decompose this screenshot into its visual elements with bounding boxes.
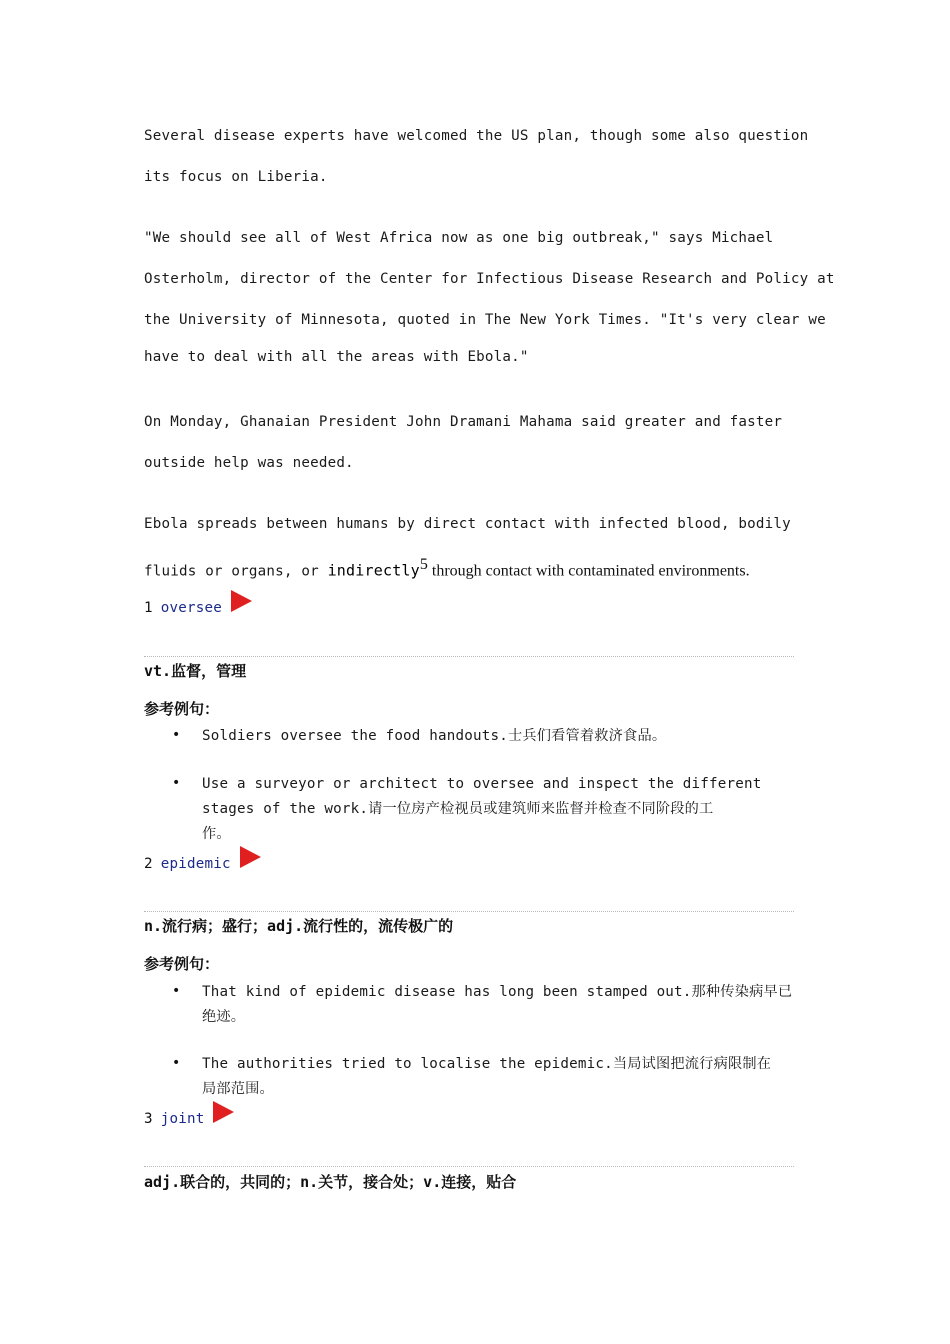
- example-sentence: [202, 724, 797, 749]
- paragraph-line: its focus on Liberia.: [144, 169, 328, 185]
- play-audio-icon[interactable]: [213, 1101, 234, 1123]
- vocab-word: joint: [160, 1111, 205, 1127]
- paragraph-line: Ebola spreads between humans by direct contact with infected blood, bodily: [144, 516, 791, 532]
- examples-label: 参考例句：: [144, 955, 220, 973]
- paragraph-line: [144, 556, 750, 580]
- paragraph-line: "We should see all of West Africa now as one big outbreak," says Michael: [144, 230, 774, 246]
- paragraph-text: fluids or organs, or: [144, 563, 328, 580]
- vocab-definition: vt.监督，管理: [144, 662, 247, 680]
- divider: [144, 1166, 794, 1167]
- vocab-word: oversee: [160, 600, 222, 616]
- play-audio-icon[interactable]: [231, 590, 252, 612]
- paragraph-line: outside help was needed.: [144, 455, 354, 471]
- bullet-icon: •: [172, 775, 181, 791]
- paragraph-line: Several disease experts have welcomed the US plan, though some also question: [144, 128, 809, 144]
- paragraph-line: Osterholm, director of the Center for Infectious Disease Research and Policy at: [144, 271, 835, 287]
- example-sentence: [202, 1052, 797, 1102]
- bullet-icon: •: [172, 727, 181, 743]
- vocab-definition: adj.联合的，共同的；n.关节，接合处；v.连接，贴合: [144, 1173, 517, 1191]
- example-line: That kind of epidemic disease has long been stamped out.那种传染病早已: [202, 984, 793, 1000]
- paragraph-line: On Monday, Ghanaian President John Dramani Mahama said greater and faster: [144, 414, 783, 430]
- paragraph-line: have to deal with all the areas with Ebola.": [144, 349, 529, 365]
- vocab-number: 3: [144, 1111, 153, 1127]
- vocab-number: 2: [144, 856, 153, 872]
- divider: [144, 656, 794, 657]
- paragraph-text: through contact with contaminated environments.: [427, 562, 750, 580]
- example-line: 局部范围。: [202, 1081, 274, 1097]
- example-line: 绝迹。: [202, 1009, 246, 1025]
- footnote-marker: 5: [419, 556, 428, 573]
- vocab-word: epidemic: [160, 856, 231, 872]
- vocab-heading: [144, 594, 252, 616]
- vocab-link-indirectly[interactable]: indirectly: [327, 561, 420, 580]
- vocab-number: 1: [144, 600, 153, 616]
- paragraph-line: the University of Minnesota, quoted in The New York Times. "It's very clear we: [144, 312, 826, 328]
- examples-label: 参考例句：: [144, 700, 220, 718]
- example-sentence: [202, 772, 797, 847]
- vocab-heading: [144, 850, 261, 872]
- example-line: stages of the work.请一位房产检视员或建筑师来监督并检查不同阶段的工: [202, 801, 714, 817]
- divider: [144, 911, 794, 912]
- example-sentence: [202, 980, 797, 1030]
- bullet-icon: •: [172, 983, 181, 999]
- example-line: 作。: [202, 826, 231, 842]
- play-audio-icon[interactable]: [240, 846, 261, 868]
- example-line: Soldiers oversee the food handouts.士兵们看管着救济食品。: [202, 728, 667, 744]
- example-line: The authorities tried to localise the epidemic.当局试图把流行病限制在: [202, 1056, 772, 1072]
- vocab-heading: [144, 1105, 234, 1127]
- vocab-definition: n.流行病；盛行；adj.流行性的，流传极广的: [144, 917, 454, 935]
- example-line: Use a surveyor or architect to oversee and inspect the different: [202, 776, 762, 792]
- bullet-icon: •: [172, 1055, 181, 1071]
